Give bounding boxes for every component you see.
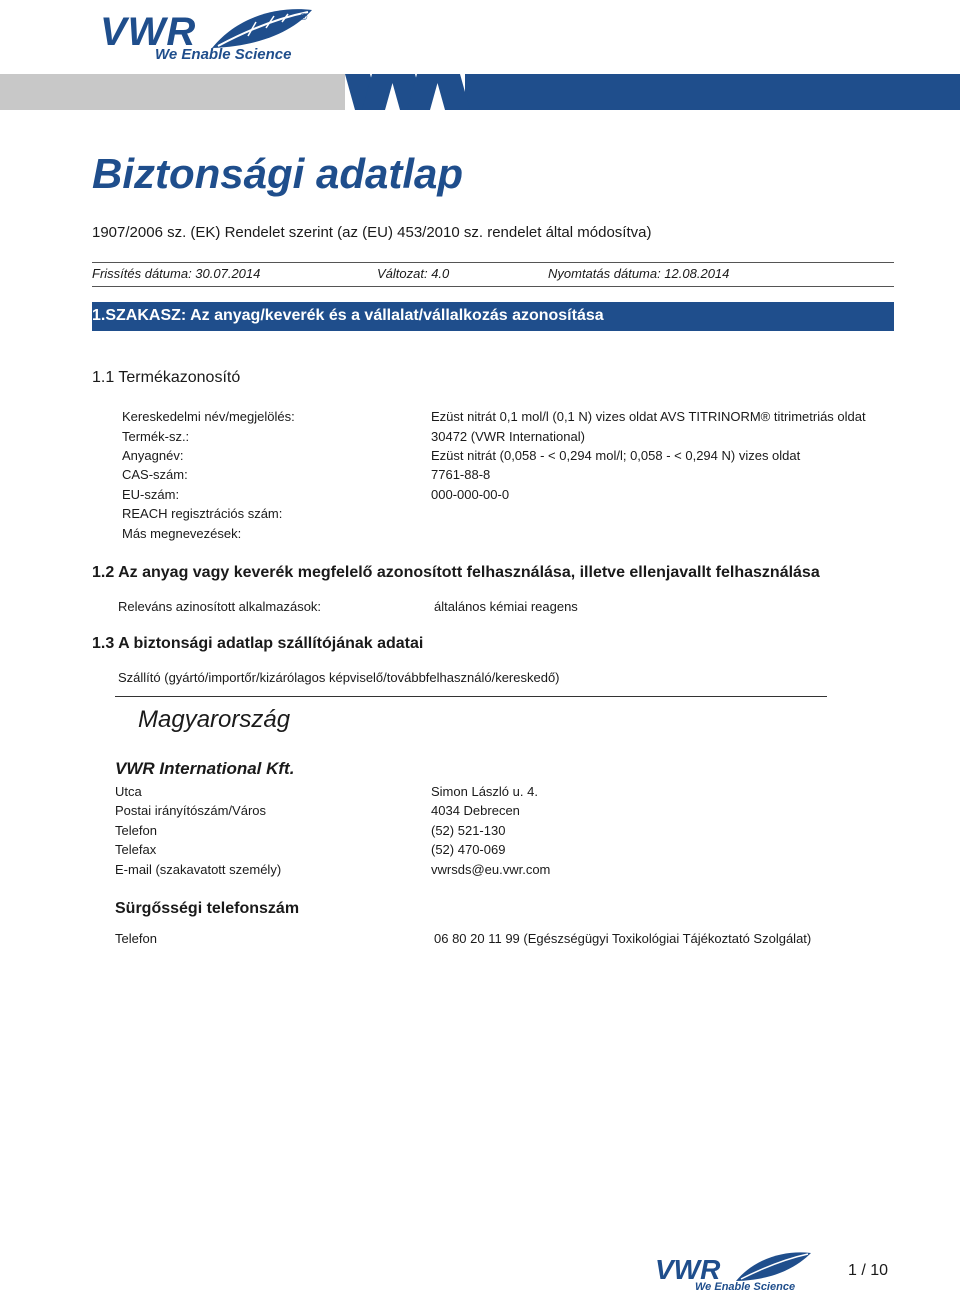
field-value: (52) 470-069 xyxy=(431,842,506,857)
field-label: Más megnevezések: xyxy=(122,526,242,541)
field-value: (52) 521-130 xyxy=(431,823,506,838)
email-link[interactable]: vwrsds@eu.vwr.com xyxy=(431,862,551,877)
footer-logo-wordmark: VWR xyxy=(655,1254,721,1285)
header-banner xyxy=(0,74,960,110)
field-label: REACH regisztrációs szám: xyxy=(122,506,283,521)
field-label: Kereskedelmi név/megjelölés: xyxy=(122,409,295,424)
field-label: Termék-sz.: xyxy=(122,429,190,444)
field-value: Ezüst nitrát 0,1 mol/l (0,1 N) vizes oldat AVS TITRINORM® titrimetriás oldat xyxy=(431,409,866,424)
field-label: Releváns azinosított alkalmazások: xyxy=(118,599,322,614)
divider xyxy=(92,286,894,287)
divider xyxy=(92,262,894,263)
subsection-1-1-title: 1.1 Termékazonosító xyxy=(92,369,241,386)
field-label: Telefon xyxy=(115,823,157,838)
field-value: 000-000-00-0 xyxy=(431,487,510,502)
page-number: 1 / 10 xyxy=(848,1262,889,1279)
field-value: 30472 (VWR International) xyxy=(431,429,585,444)
logo-tagline: We Enable Science xyxy=(155,46,292,63)
field-value: Simon László u. 4. xyxy=(431,784,538,799)
version: Változat: 4.0 xyxy=(377,266,450,281)
revision-date: Frissítés dátuma: 30.07.2014 xyxy=(92,266,261,281)
field-value: általános kémiai reagens xyxy=(434,599,578,614)
field-label: Utca xyxy=(115,784,142,799)
leaf-icon xyxy=(733,1250,815,1284)
subsection-1-3-title: 1.3 A biztonsági adatlap szállítójának adatai xyxy=(92,635,424,652)
field-label: Telefax xyxy=(115,842,157,857)
country-heading: Magyarország xyxy=(138,706,291,733)
field-label: Postai irányítószám/Város xyxy=(115,803,267,818)
field-value: Ezüst nitrát (0,058 - < 0,294 mol/l; 0,058 - < 0,294 N) vizes oldat xyxy=(431,448,801,463)
company-name: VWR International Kft. xyxy=(115,759,295,778)
logo-wordmark: VWR xyxy=(100,10,197,54)
field-label: E-mail (szakavatott személy) xyxy=(115,862,282,877)
registered-mark: ® xyxy=(300,12,308,23)
section-1-title: 1.SZAKASZ: Az anyag/keverék és a vállalat/vállalkozás azonosítása xyxy=(92,307,604,324)
field-value: 4034 Debrecen xyxy=(431,803,520,818)
subsection-1-2-title: 1.2 Az anyag vagy keverék megfelelő azonosított felhasználása, illetve ellenjavallt felhasználása xyxy=(92,564,820,581)
field-label: Anyagnév: xyxy=(122,448,184,463)
divider xyxy=(115,696,827,697)
field-value: 7761-88-8 xyxy=(431,467,491,482)
document-title: Biztonsági adatlap xyxy=(92,150,464,197)
regulation-note: 1907/2006 sz. (EK) Rendelet szerint (az (EU) 453/2010 sz. rendelet által módosítva) xyxy=(92,224,652,241)
vwr-logo xyxy=(100,6,315,66)
field-label: Telefon xyxy=(115,931,157,946)
supplier-role: Szállító (gyártó/importőr/kizárólagos képviselő/továbbfelhasználó/kereskedő) xyxy=(118,670,560,685)
section-1-header xyxy=(92,302,894,331)
print-date: Nyomtatás dátuma: 12.08.2014 xyxy=(548,266,730,281)
field-label: CAS-szám: xyxy=(122,467,188,482)
emergency-phone: 06 80 20 11 99 (Egészségügyi Toxikológiai Tájékoztató Szolgálat) xyxy=(434,931,812,946)
footer-logo-tagline: We Enable Science xyxy=(695,1281,796,1293)
footer-logo xyxy=(655,1250,815,1296)
field-label: EU-szám: xyxy=(122,487,180,502)
emergency-title: Sürgősségi telefonszám xyxy=(115,900,300,917)
